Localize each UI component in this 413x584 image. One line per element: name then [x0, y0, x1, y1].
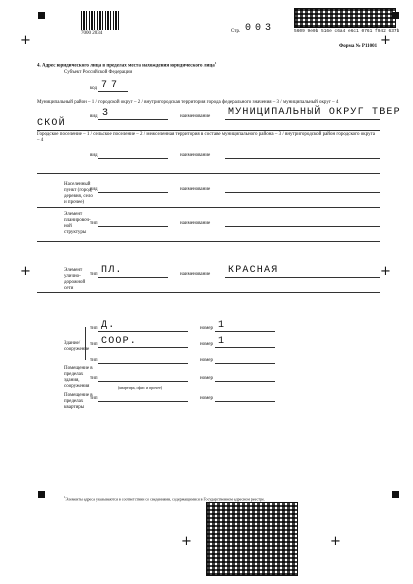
field-line-premises-building-type: [98, 381, 188, 382]
municipal-district-name-value-line1[interactable]: МУНИЦИПАЛЬНЫЙ ОКРУГ ТВЕР: [228, 107, 401, 118]
field-line-settlement-name: [225, 158, 380, 159]
subject-label: Субъект Российской Федерации: [64, 70, 133, 75]
field-line-street-name: [225, 277, 380, 278]
corner-mark-top-left: [38, 12, 45, 19]
corner-mark-top-right: [392, 12, 399, 19]
field-line-premises-apartment-type: [98, 401, 188, 402]
street-element-name-value[interactable]: КРАСНАЯ: [228, 265, 279, 276]
field-line-planning-name-2: [37, 241, 380, 242]
page-label: Стр.: [231, 29, 241, 34]
settlement-kind-label: вид: [90, 153, 98, 158]
street-element-label: Элемент улично-дорожной сети: [64, 268, 86, 291]
street-element-type-label: тип: [90, 272, 98, 277]
section-title: 4. Адрес юридического лица в пределах места нахождения юридического лица$^1$: [37, 61, 217, 69]
premises-apartment-label: Помещение в пределах квартиры: [64, 393, 93, 410]
premises-building-hint: (квартира, офис и прочее): [118, 385, 163, 390]
field-line-premises-building-number: [215, 381, 275, 382]
building-row3-number-label: номер: [200, 358, 213, 363]
premises-apartment-number-label: номер: [200, 396, 213, 401]
barcode-number: 7000 2034: [81, 31, 103, 36]
field-line-premises-apartment-number: [215, 401, 275, 402]
field-line-building-number-3: [215, 363, 275, 364]
premises-apartment-type-label: тип: [90, 396, 98, 401]
field-line-building-3: [98, 363, 188, 364]
field-line-street-name-2: [37, 292, 380, 293]
registration-cross-bottom-left: +: [181, 534, 192, 549]
barcode-top-left: [81, 11, 121, 30]
building-row2-type-value[interactable]: СООР.: [101, 336, 138, 347]
settlement-description: Городское поселение – 1 / сельское поселение – 2 / межселенная территория в составе муниципального района – 3 / внутригородской район городского округа – 4: [37, 132, 375, 143]
subject-code-value[interactable]: 77: [101, 80, 122, 91]
field-line-planning-type: [98, 226, 168, 227]
field-line-district-name-2: [37, 130, 380, 131]
qr-code-bottom: [206, 502, 298, 576]
settlement-name-label: наименование: [180, 153, 211, 158]
footnote: $^1$Элементы адреса указываются в соответствии со сведениями, содержащимися в Государственном адресном реестре.: [64, 495, 265, 502]
premises-building-type-label: тип: [90, 376, 98, 381]
registration-cross-bottom-right: +: [330, 534, 341, 549]
building-row3-type-label: тип: [90, 358, 98, 363]
field-line-district-name: [225, 119, 380, 120]
municipal-district-name-label: наименование: [180, 114, 211, 119]
field-line-building-2: [98, 347, 188, 348]
registration-cross-top-right: +: [380, 33, 391, 48]
field-line-street-type: [98, 277, 168, 278]
registration-cross-middle-right: +: [380, 264, 391, 279]
field-line-district-kind: [98, 119, 168, 120]
qr-caption: 5609 9e0b 516e c6a4 e6c1 0761 f942 637b: [294, 29, 400, 34]
corner-mark-bottom-right: [392, 491, 399, 498]
field-line-locality-name-2: [37, 207, 380, 208]
building-row2-number-value[interactable]: 1: [218, 336, 226, 347]
registration-cross-top-left: +: [20, 33, 31, 48]
building-label: Здание/ сооружение: [64, 341, 90, 352]
subject-code-label: код: [90, 86, 98, 91]
corner-mark-bottom-left: [38, 491, 45, 498]
building-row1-type-label: тип: [90, 326, 98, 331]
street-element-type-value[interactable]: ПЛ.: [101, 265, 123, 276]
building-row1-number-label: номер: [200, 326, 213, 331]
municipal-district-kind-label: вид: [90, 114, 98, 119]
premises-building-label: Помещение в пределах здания, сооружения: [64, 366, 93, 389]
building-bracket: [85, 327, 86, 360]
planning-element-type-label: тип: [90, 221, 98, 226]
field-line-locality-type: [98, 192, 168, 193]
locality-type-label: вид: [90, 187, 98, 192]
municipal-district-name-value-line2[interactable]: СКОЙ: [37, 118, 66, 129]
registration-cross-middle-left: +: [20, 264, 31, 279]
field-line-locality-name: [225, 192, 380, 193]
locality-label: Населенный пункт (город, деревня, село и прочее): [64, 182, 93, 205]
field-line-building-1: [98, 331, 188, 332]
building-row1-type-value[interactable]: Д.: [101, 320, 116, 331]
field-line-planning-name: [225, 226, 380, 227]
field-line-settlement-name-2: [37, 173, 380, 174]
premises-building-number-label: номер: [200, 376, 213, 381]
building-row1-number-value[interactable]: 1: [218, 320, 226, 331]
field-line-subject-code: [98, 91, 128, 92]
street-element-name-label: наименование: [180, 272, 211, 277]
planning-element-name-label: наименование: [180, 221, 211, 226]
field-line-settlement-kind: [98, 158, 168, 159]
qr-code-top: [294, 8, 396, 28]
planning-element-label: Элемент планировоч-ной структуры: [64, 212, 91, 235]
field-line-building-number-1: [215, 331, 275, 332]
field-line-building-number-2: [215, 347, 275, 348]
page-number: 003: [245, 23, 276, 34]
form-label: Форма № Р11001: [339, 44, 378, 49]
municipal-district-kind-value[interactable]: 3: [102, 108, 110, 119]
municipal-district-description: Муниципальный район – 1 / городской округ – 2 / внутригородская территория города федерального значения – 3 / муниципальный округ – 4: [37, 100, 339, 105]
building-row2-number-label: номер: [200, 342, 213, 347]
locality-name-label: наименование: [180, 187, 211, 192]
building-row2-type-label: тип: [90, 342, 98, 347]
